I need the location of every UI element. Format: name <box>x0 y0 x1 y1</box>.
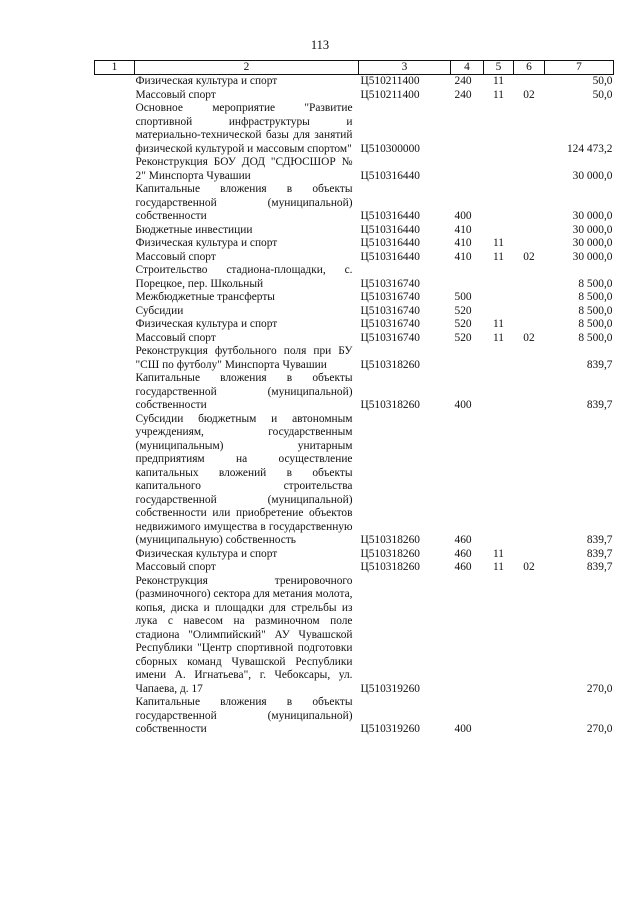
row-section-cell <box>484 156 514 183</box>
row-expense-type-cell: 520 <box>454 304 472 317</box>
table-row <box>95 372 614 413</box>
row-section-cell <box>484 264 514 291</box>
row-section-cell <box>484 413 514 548</box>
row-amount-cell: 50,0 <box>592 75 613 87</box>
column-number-7: 7 <box>545 61 614 75</box>
row-name-cell: Массовый спорт <box>135 331 216 344</box>
row-section-cell <box>484 183 514 224</box>
row-subsection-cell <box>514 183 545 224</box>
row-subsection-cell <box>514 345 545 372</box>
row-name-cell: Реконструкция футбольного поля при БУ "СШ по футболу" Минспорта Чувашии <box>135 345 353 371</box>
row-name-cell: Массовый спорт <box>135 88 216 101</box>
row-number-cell <box>95 575 135 697</box>
row-code-cell: Ц510316740 <box>360 291 420 303</box>
row-amount-cell: 30 000,0 <box>572 223 613 236</box>
row-subsection-cell <box>514 305 545 319</box>
row-expense-type-cell <box>451 264 484 291</box>
row-expense-type-cell: 240 <box>454 88 472 101</box>
row-amount-cell: 839,7 <box>586 399 613 411</box>
row-section-cell <box>484 291 514 305</box>
row-expense-type-cell: 520 <box>454 318 472 330</box>
row-amount-cell: 839,7 <box>586 547 613 560</box>
row-subsection-cell: 02 <box>523 250 535 263</box>
row-section-cell: 11 <box>493 250 504 263</box>
table-row <box>95 237 614 251</box>
row-expense-type-cell: 400 <box>454 723 472 735</box>
row-section-cell: 11 <box>493 75 504 87</box>
row-amount-cell: 8 500,0 <box>578 304 613 317</box>
table-row <box>95 413 614 548</box>
row-number-cell <box>95 345 135 372</box>
row-number-cell <box>95 251 135 265</box>
row-name-cell: Физическая культура и спорт <box>135 237 278 249</box>
row-expense-type-cell: 400 <box>454 210 472 222</box>
row-number-cell <box>95 332 135 346</box>
row-code-cell: Ц510211400 <box>360 88 420 101</box>
table-row <box>95 264 614 291</box>
row-code-cell: Ц510316740 <box>360 318 420 330</box>
column-number-4: 4 <box>451 61 484 75</box>
row-name-cell: Бюджетные инвестиции <box>135 223 253 236</box>
table-row <box>95 345 614 372</box>
row-amount-cell: 270,0 <box>586 682 613 695</box>
row-code-cell: Ц510316740 <box>360 277 420 290</box>
row-name-cell: Строительство стадиона-площадки, с. Порецкое, пер. Школьный <box>135 264 353 290</box>
row-code-cell: Ц510318260 <box>360 399 420 411</box>
row-subsection-cell <box>514 696 545 737</box>
row-amount-cell: 30 000,0 <box>572 169 613 182</box>
row-expense-type-cell: 400 <box>454 399 472 411</box>
table-row <box>95 156 614 183</box>
row-subsection-cell <box>514 237 545 251</box>
row-amount-cell: 839,7 <box>586 534 613 546</box>
row-subsection-cell <box>514 575 545 697</box>
row-expense-type-cell: 240 <box>454 75 472 87</box>
row-amount-cell: 30 000,0 <box>572 237 613 249</box>
row-expense-type-cell: 410 <box>454 237 472 249</box>
row-amount-cell: 30 000,0 <box>572 250 613 263</box>
row-name-cell: Физическая культура и спорт <box>135 547 278 560</box>
row-section-cell <box>484 102 514 156</box>
row-code-cell: Ц510316440 <box>360 237 420 249</box>
row-section-cell: 11 <box>493 88 504 101</box>
row-subsection-cell: 02 <box>523 88 535 101</box>
row-subsection-cell <box>514 372 545 413</box>
row-number-cell <box>95 372 135 413</box>
column-number-header <box>95 61 614 75</box>
page-number: 113 <box>310 38 330 52</box>
row-name-cell: Капитальные вложения в объекты государственной (муниципальной) собственности <box>135 696 353 735</box>
row-code-cell: Ц510318260 <box>360 358 420 371</box>
row-name-cell: Межбюджетные трансферты <box>135 291 275 303</box>
row-amount-cell: 8 500,0 <box>578 331 613 344</box>
row-expense-type-cell: 410 <box>454 250 472 263</box>
table-row <box>95 75 614 89</box>
row-amount-cell: 50,0 <box>592 88 613 101</box>
table-row <box>95 183 614 224</box>
row-number-cell <box>95 264 135 291</box>
row-code-cell: Ц510316440 <box>360 169 420 182</box>
row-code-cell: Ц510316740 <box>360 304 420 317</box>
row-code-cell: Ц510318260 <box>360 534 420 546</box>
row-number-cell <box>95 561 135 575</box>
row-number-cell <box>95 102 135 156</box>
budget-table <box>94 60 614 737</box>
column-number-2: 2 <box>135 61 359 75</box>
row-subsection-cell <box>514 548 545 562</box>
row-subsection-cell <box>514 291 545 305</box>
row-code-cell: Ц510318260 <box>360 547 420 560</box>
row-name-cell: Субсидии бюджетным и автономным учреждениям, государственным (муниципальным) унитарным предприятиям на осуществление капитальных вложений в объекты капитального строительства государственной (муниципальной) собственности или приобретение объектов недвижимого имущества в государственную (муниципальную) собственность <box>135 412 353 546</box>
row-number-cell <box>95 156 135 183</box>
table-row <box>95 89 614 103</box>
row-expense-type-cell: 410 <box>454 223 472 236</box>
row-section-cell: 11 <box>493 237 504 249</box>
row-amount-cell: 839,7 <box>586 358 613 371</box>
row-number-cell <box>95 89 135 103</box>
row-subsection-cell <box>514 102 545 156</box>
column-number-6: 6 <box>514 61 545 75</box>
column-number-5: 5 <box>484 61 514 75</box>
row-number-cell <box>95 318 135 332</box>
row-expense-type-cell: 460 <box>454 561 472 573</box>
row-number-cell <box>95 224 135 238</box>
row-expense-type-cell <box>451 345 484 372</box>
row-subsection-cell <box>514 413 545 548</box>
row-section-cell <box>484 696 514 737</box>
row-name-cell: Физическая культура и спорт <box>135 318 278 330</box>
row-section-cell <box>484 575 514 697</box>
row-code-cell: Ц510316440 <box>360 210 420 222</box>
row-subsection-cell: 02 <box>523 331 535 344</box>
row-section-cell: 11 <box>493 318 504 330</box>
row-amount-cell: 8 500,0 <box>578 277 613 290</box>
row-code-cell: Ц510318260 <box>360 561 420 573</box>
row-number-cell <box>95 183 135 224</box>
table-row <box>95 291 614 305</box>
row-name-cell: Реконструкция БОУ ДОД "СДЮСШОР № 2" Минспорта Чувашии <box>135 156 353 182</box>
row-number-cell <box>95 75 135 89</box>
row-section-cell <box>484 224 514 238</box>
column-number-3: 3 <box>359 61 451 75</box>
row-amount-cell: 8 500,0 <box>578 291 613 303</box>
table-row <box>95 696 614 737</box>
row-expense-type-cell: 500 <box>454 291 472 303</box>
row-expense-type-cell <box>451 102 484 156</box>
row-code-cell: Ц510316440 <box>360 223 420 236</box>
table-row <box>95 318 614 332</box>
row-amount-cell: 270,0 <box>586 723 613 735</box>
row-subsection-cell: 02 <box>523 561 535 573</box>
row-expense-type-cell <box>451 575 484 697</box>
row-amount-cell: 8 500,0 <box>578 318 613 330</box>
table-body <box>95 75 614 737</box>
row-amount-cell: 124 473,2 <box>566 142 613 155</box>
row-amount-cell: 839,7 <box>586 561 613 573</box>
row-code-cell: Ц510316740 <box>360 331 420 344</box>
table-row <box>95 224 614 238</box>
row-expense-type-cell: 460 <box>454 534 472 546</box>
table-row <box>95 305 614 319</box>
row-amount-cell: 30 000,0 <box>572 210 613 222</box>
row-name-cell: Реконструкция тренировочного (разминочного) сектора для метания молота, копья, диска и площадки для стрельбы из лука с навесом на разминочном поле стадиона "Олимпийский" АУ Чувашской Республики "Центр спортивной подготовки сборных команд Чувашской Республики имени А. Игнатьева", г. Чебоксары, ул. Чапаева, д. 17 <box>135 574 353 695</box>
row-name-cell: Массовый спорт <box>135 250 216 263</box>
row-code-cell: Ц510319260 <box>360 682 420 695</box>
row-code-cell: Ц510211400 <box>360 75 420 87</box>
row-number-cell <box>95 305 135 319</box>
row-section-cell <box>484 305 514 319</box>
row-subsection-cell <box>514 264 545 291</box>
row-section-cell <box>484 345 514 372</box>
row-number-cell <box>95 237 135 251</box>
row-name-cell: Массовый спорт <box>135 561 216 573</box>
table-row <box>95 561 614 575</box>
row-expense-type-cell: 520 <box>454 331 472 344</box>
row-subsection-cell <box>514 318 545 332</box>
row-subsection-cell <box>514 156 545 183</box>
row-code-cell: Ц510319260 <box>360 723 420 735</box>
row-number-cell <box>95 696 135 737</box>
row-name-cell: Физическая культура и спорт <box>135 75 278 87</box>
row-number-cell <box>95 548 135 562</box>
row-section-cell: 11 <box>493 561 504 573</box>
column-number-1: 1 <box>95 61 135 75</box>
row-name-cell: Капитальные вложения в объекты государственной (муниципальной) собственности <box>135 372 353 411</box>
table-row <box>95 548 614 562</box>
table-row <box>95 251 614 265</box>
row-code-cell: Ц510316440 <box>360 250 420 263</box>
row-expense-type-cell: 460 <box>454 547 472 560</box>
row-subsection-cell <box>514 75 545 89</box>
row-section-cell: 11 <box>493 547 504 560</box>
row-name-cell: Основное мероприятие "Развитие спортивной инфраструктуры и материально-технической базы для занятий физической культурой и массовым спортом" <box>135 102 353 155</box>
row-number-cell <box>95 291 135 305</box>
row-number-cell <box>95 413 135 548</box>
row-subsection-cell <box>514 224 545 238</box>
table-row <box>95 332 614 346</box>
row-name-cell: Капитальные вложения в объекты государственной (муниципальной) собственности <box>135 183 353 222</box>
row-expense-type-cell <box>451 156 484 183</box>
table-row <box>95 575 614 697</box>
row-code-cell: Ц510300000 <box>360 142 420 155</box>
row-section-cell <box>484 372 514 413</box>
table-row <box>95 102 614 156</box>
row-section-cell: 11 <box>493 331 504 344</box>
row-name-cell: Субсидии <box>135 304 184 317</box>
